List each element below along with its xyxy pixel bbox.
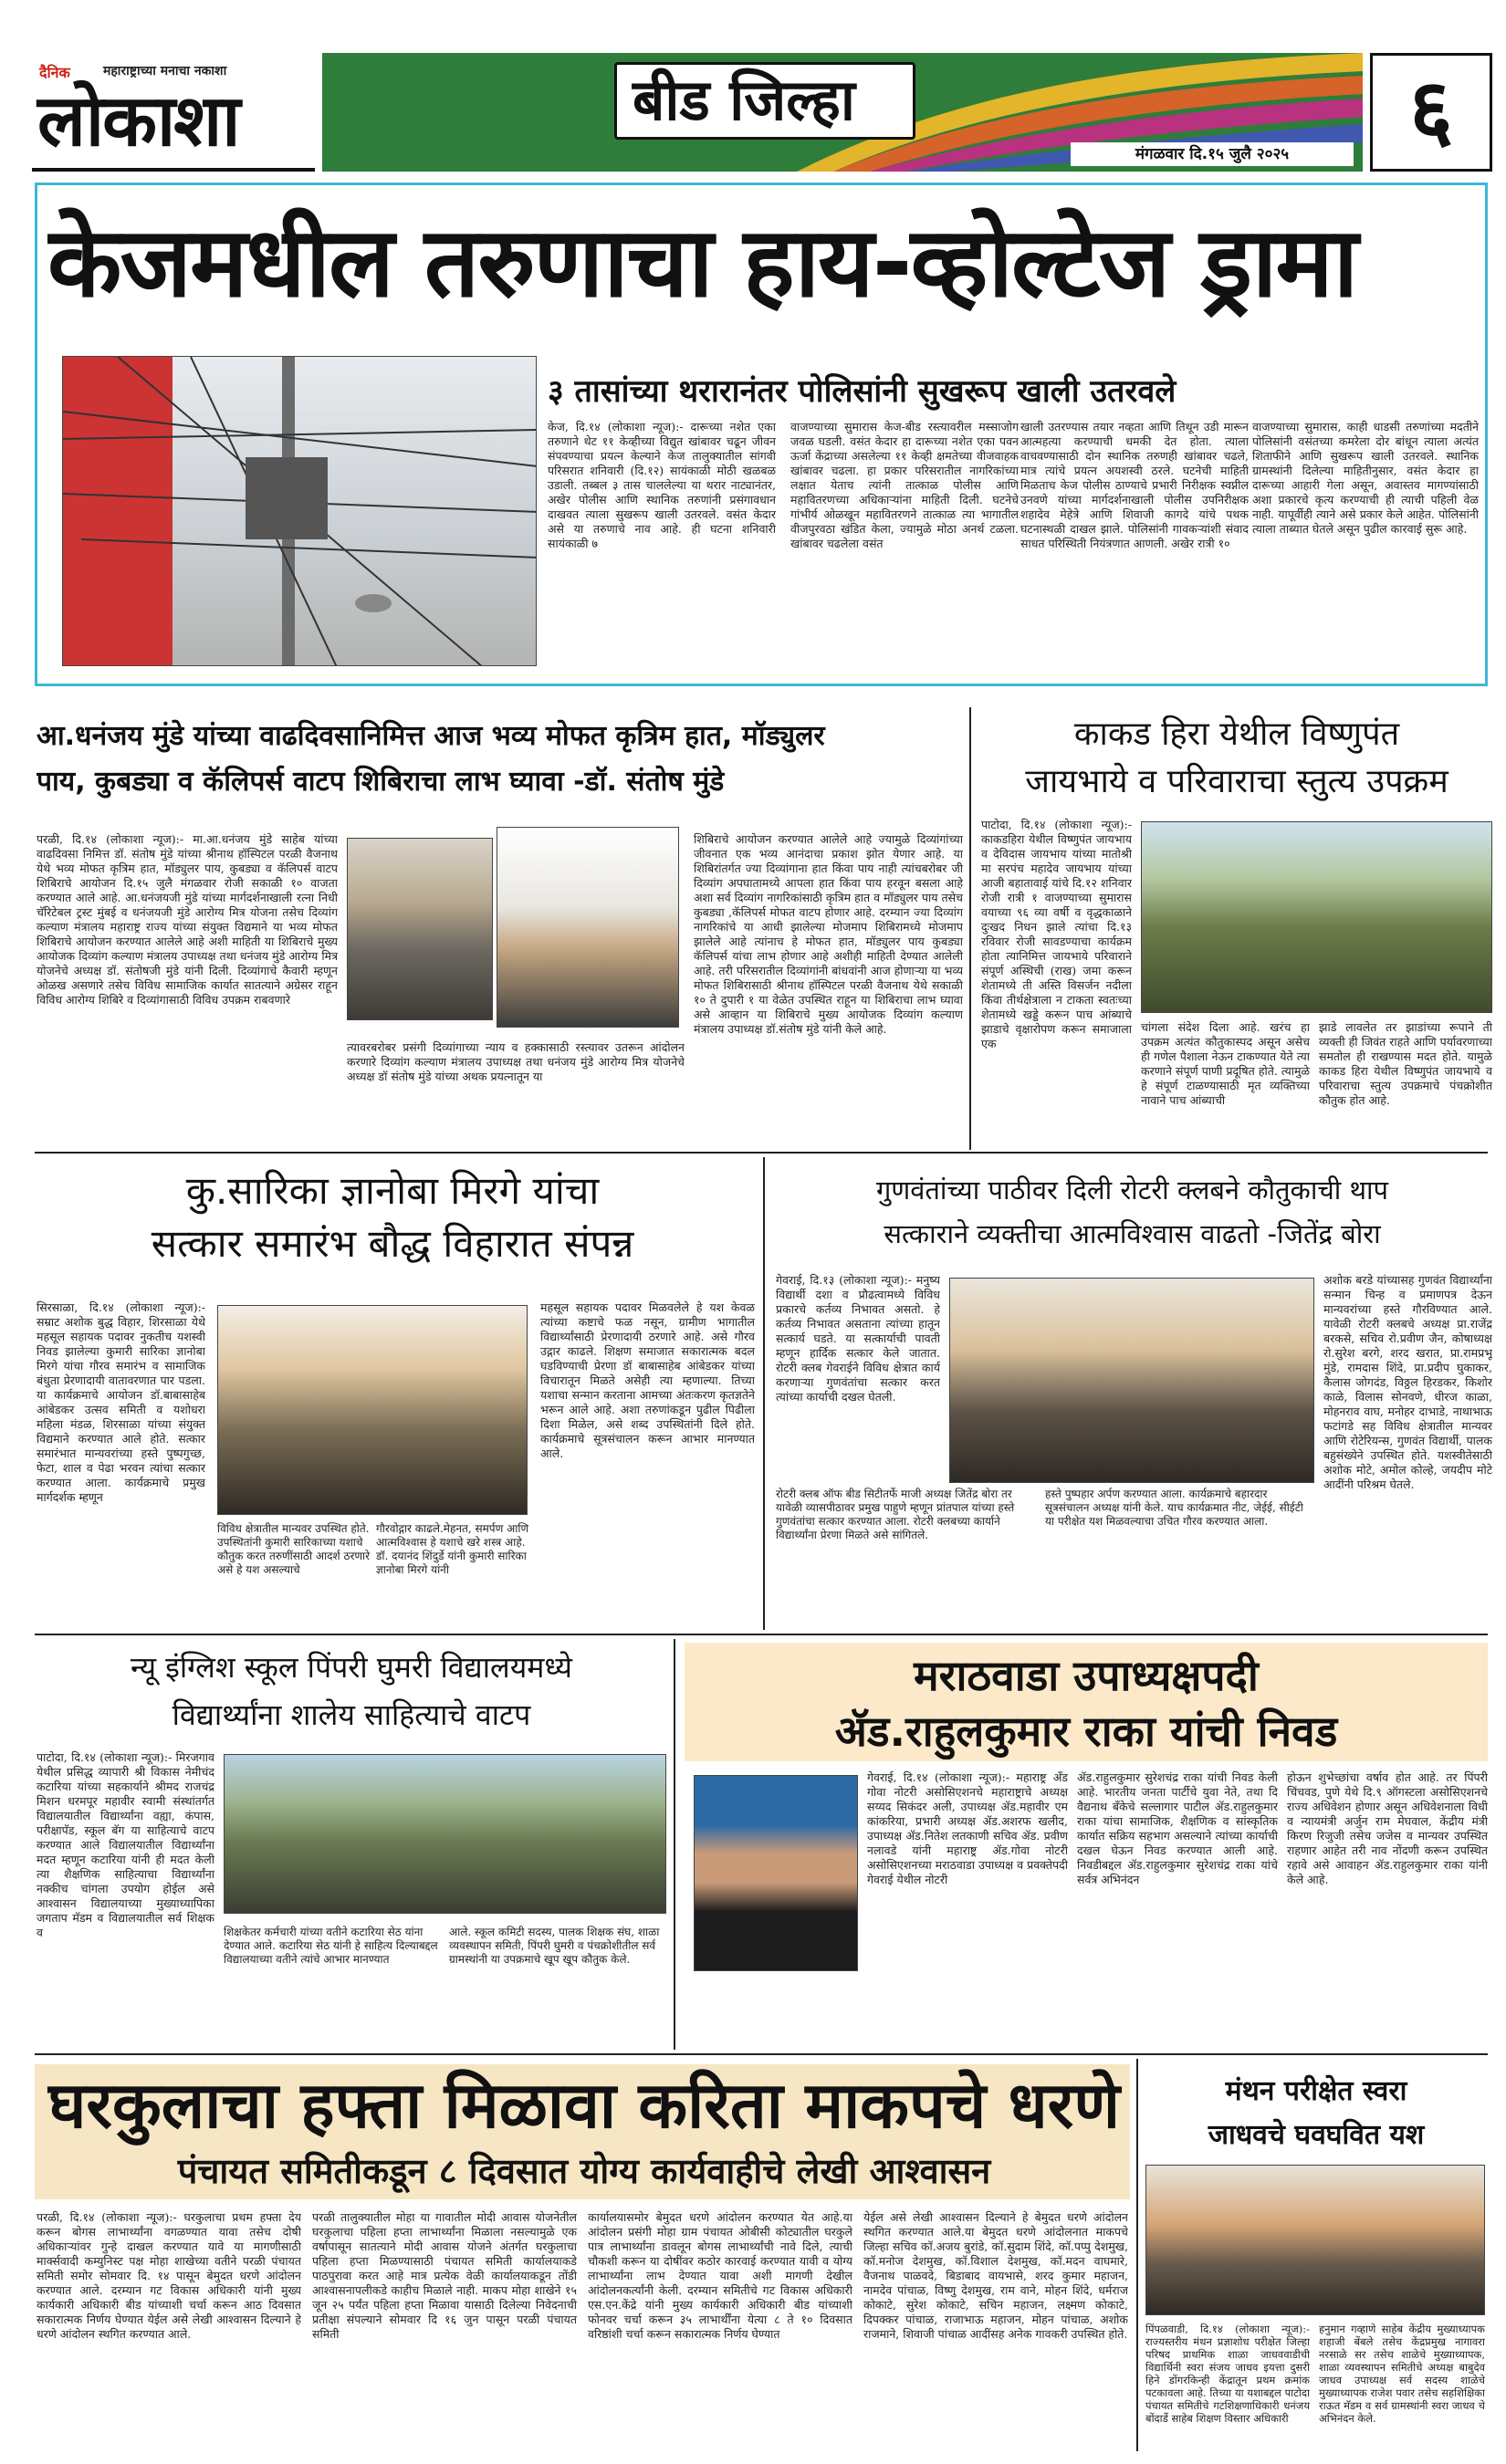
sarika-caption-2: गौरवोद्गार काढले.मेहनत, समर्पण आणि आत्मविश्वास हे यशाचे खरे शस्त्र आहे. डॉ. दयानंद शिंदुर्डे यांनी कुमारी सारिका ज्ञानोबा मिरगे यांनी	[376, 1522, 529, 1576]
gharkul-headline-l1: घरकुलाचा हफ्ता मिळावा करिता माकपचे धरणे	[48, 2068, 1120, 2143]
top-story-col2: वाजण्याच्या सुमारास केज-बीड रस्त्यावरील मस्साजोग जवळ घडली. वसंत केदार हा दारूच्या नशेत एका पवन ऊर्जा केंद्राच्या असलेल्या ११ केव्ही क्षमतेच्या वीजवाहक खांबावर चढला. हा प्रकार परिसरातील नागरिकांच्या लक्षात येताच त्यांनी तात्काळ पोलीस आणि महावितरणच्या अधिकाऱ्यांना माहिती दिली. घटनेचे गांभीर्य ओळखून महावितरणने तात्काळ त्या भागातील वीजपुरवठा खंडित केला, ज्यामुळे मोठा अनर्थ टळला. खांबावर चढलेला वसंत	[790, 420, 1019, 550]
rotary-headline-l2: सत्काराने व्यक्तीचा आत्मविश्वास वाढतो -जितेंद्र बोरा	[884, 1218, 1381, 1249]
gharkul-col2: परळी तालुक्यातील मोहा या गावातील मोदी आवास योजनेतील घरकुलाचा पहिला हप्ता लाभार्थ्यांना मिळाला नसल्यामुळे एक वर्षापासून सातत्याने मोदी आवास योजने अंतर्गत घरकुलाचा पहिला हप्ता मिळण्यासाठी पंचायत समिती कार्यालयाकडे पाठपुरावा करत आहे मात्र प्रत्येक वेळी कार्यालयाकडून तोंडी आश्वासनापलीकडे काहीच मिळाले नाही. माकप मोहा शाखेने १५ जून २५ पर्यंत पहिला हप्ता मिळावा यासाठी दिलेल्या निवेदनाची प्रतीक्षा संपल्याने सोमवार दि १६ जुन पासून परळी पंचायत समिती	[312, 2210, 577, 2341]
raka-col3: होऊन शुभेच्छांचा वर्षाव होत आहे. तर पिंपरी चिंचवड, पुणे येथे दि.९ ऑगस्टला असोसिएशनचे राज्य अधिवेशन होणार असून अधिवेशनाला विधी व न्यायमंत्री अर्जुन राम मेघवाल, केंद्रीय मंत्री किरण रिजुजी तसेच जजेस व मान्यवर उपस्थित राहणार आहेत तरी नाव नोंदणी करून उपस्थित रहावे असे आवाहन ॲड.राहुलकुमार राका यांनी केले आहे.	[1287, 1770, 1488, 1886]
rotary-caption: रोटरी क्लब ऑफ बीड सिटीतर्फे माजी अध्यक्ष जितेंद्र बोरा तर यावेळी व्यासपीठावर प्रमुख पाहुणे म्हणून प्रांतपाल यांच्या हस्ते गुणवंतांचा सत्कार करण्यात आला. रोटरी क्लबच्या कार्याने विद्यार्थ्यांना प्रेरणा मिळते असे सांगितले.	[776, 1488, 1015, 1541]
divider-horizontal-2	[35, 1634, 1488, 1635]
rotary-col1: गेवराई, दि.१३ (लोकाशा न्यूज):- मनुष्य विद्यार्थी दशा व प्रौढत्वामध्ये विविध प्रकारचे कर्तव्य निभावत असतो. हे कर्तव्य निभावत असताना त्यांच्या हातून सत्कार्य घडते. या सत्कार्याची पावती म्हणून हार्दिक सत्कार केले जातात. रोटरी क्लब गेवराईने विविध क्षेत्रात कार्य करणाऱ्या गुणवंतांचा सत्कार करत त्यांच्या कार्याची दखल घेतली.	[776, 1273, 940, 1404]
divider-vertical-1	[969, 707, 971, 1150]
top-story-subhead: ३ तासांच्या थरारानंतर पोलिसांनी सुखरूप खाली उतरवले	[548, 373, 1177, 410]
masthead-band	[322, 53, 1363, 172]
page-number-box	[1370, 53, 1492, 172]
top-story-col4: वाजण्याच्या सुमारास, काही धाडसी तरुणांच्या मदतीने पोलिसांनी वसंतच्या कमरेला दोर बांधून त्याला अत्यंत शिताफीने आणि सुखरूप खाली उतरवले. स्थानिक ग्रामस्थांनी दिलेल्या माहितीनुसार, वसंत केदार हा दारूच्या आहारी गेला असून, अवास्तव मागण्यांसाठी अशा प्रकारचे कृत्य करण्याची ही त्याची पहिली वेळ नाही. यापूर्वीही त्याने असे प्रकार केले आहेत. पोलिसांनी त्याला ताब्यात घेतले असून पुढील कारवाई सुरू आहे.	[1252, 420, 1479, 536]
school-headline-l2: विद्यार्थ्यांना शालेय साहित्याचे वाटप	[172, 1697, 531, 1732]
rotary-col3: अशोक बरडे यांच्यासह गुणवंत विद्यार्थ्यांना सन्मान चिन्ह व प्रमाणपत्र देऊन मान्यवरांच्या हस्ते गौरविण्यात आले. यावेळी रोटरी क्लबचे अध्यक्ष प्रा.राजेंद्र बरकसे, सचिव रो.प्रवीण जैन, कोषाध्यक्ष रो.सुरेश बरगे, शरद खरात, प्रा.रामप्रभू मुंडे, रामदास शिंदे, प्रा.प्रदीप घुकाकर, कैलास जोगदंड, विठ्ठल हिरडकर, किशोर काळे, विलास सोनवणे, धीरज काळा, मोहनराव वाघ, मनोहर दाभाडे, नाथाभाऊ फटांगडे सह विविध क्षेत्रातील मान्यवर आणि रोटेरियन्स, गुणवंत विद्यार्थी, पालक बहुसंख्येने उपस्थित होते. यशस्वीतेसाठी अशोक मोटे, अमोल कोल्हे, जयदीप मोटे आदींनी परिश्रम घेतले.	[1323, 1273, 1492, 1491]
sarika-headline-l2: सत्कार समारंभ बौद्ध विहारात संपन्न	[151, 1221, 634, 1266]
raka-col1: गेवराई, दि.१४ (लोकाशा न्यूज):- महाराष्ट्र अँड गोवा नोटरी असोसिएशनचे महाराष्ट्राचे अध्यक्ष सय्यद सिकंदर अली, उपाध्यक्ष ॲड.महावीर एम कांकरिया, प्रभारी अध्यक्ष ॲड.अशरफ खलीद, उपाध्यक्ष ॲड.नितेश लतकाणी सचिव ॲड. प्रवीण नलावडे यांनी महाराष्ट्र ॲड.गोवा नोटरी असोसिएशनच्या मराठवाडा उपाध्यक्ष व प्रवक्तेपदी गेवराई येथील नोटरी	[867, 1770, 1068, 1886]
divider-vertical-2	[763, 1157, 765, 1630]
sarika-photo	[217, 1305, 528, 1515]
school-caption-2: आले. स्कूल कमिटी सदस्य, पालक शिक्षक संघ, शाळा व्यवस्थापन समिती, पिंपरी घुमरी व पंचक्रोशीतील सर्व ग्रामस्थांनी या उपक्रमाचे खूप खूप कौतुक केले.	[449, 1926, 660, 1966]
top-story-col1: केज, दि.१४ (लोकाशा न्यूज):- दारूच्या नशेत एका तरुणाने थेट ११ केव्हीच्या विद्युत खांबावर चढून जीवन संपवण्याचा प्रयत्न केल्याने केज तालुक्यातील सांगवी परिसरात शनिवारी (दि.१२) सायंकाळी मोठी खळबळ उडाली. तब्बल ३ तास चाललेल्या या थरार नाट्यानंतर, अखेर पोलीस आणि स्थानिक तरुणांनी प्रसंगावधान दाखवत त्याला सुखरूप खाली उतरवले. वसंत केदार असे या तरुणाचे नाव आहे. ही घटना शनिवारी सायंकाळी ७	[548, 420, 776, 550]
raka-col2: ॲड.राहुलकुमार सुरेशचंद्र राका यांची निवड केली आहे. भारतीय जनता पार्टीचे युवा नेते, तथा दि वैद्यनाथ बँकेचे सल्लागार पाटील ॲड.राहुलकुमार राका यांचा सामाजिक, शैक्षणिक व सांस्कृतिक कार्यात सक्रिय सहभाग असल्याने त्यांच्या कार्याची दखल घेऊन निवड करण्यात आली आहे. निवडीबद्दल ॲड.राहुलकुमार सुरेशचंद्र राका यांचे सर्वत्र अभिनंदन	[1077, 1770, 1278, 1886]
kakad-headline-l1: काकड हिरा येथील विष्णुपंत	[1073, 715, 1400, 753]
sarika-col3: महसूल सहायक पदावर मिळवलेले हे यश केवळ त्यांच्या कष्टाचे फळ नसून, ग्रामीण भागातील विद्यार्थ्यांसाठी प्रेरणादायी ठरणारे आहे. असे गौरव उद्गार काढले. शिक्षण समाजात सकारात्मक बदल घडविण्याची प्रेरणा डॉ बाबासाहेब आंबेडकर यांच्या विचारातून मिळते असेही त्या म्हणाल्या. तिच्या यशाचा सन्मान करताना आमच्या अंतःकरण कृतज्ञतेने भरून आले आहे. अशा तरुणांकडून पुढील पिढीला दिशा मिळेल, असे शब्द उपस्थितांनी दिले होते. कार्यक्रमाचे सूत्रसंचालन करून आभार मानण्यात आले.	[540, 1300, 755, 1460]
mundhe-photo-left	[347, 838, 493, 1020]
raka-headline-l1: मराठवाडा उपाध्यक्षपदी	[914, 1651, 1259, 1700]
gharkul-headline-l2: पंचायत समितीकडून ८ दिवसात योग्य कार्यवाहीचे लेखी आश्वासन	[177, 2151, 991, 2191]
mundhe-headline-l2: पाय, कुबड्या व कॅलिपर्स वाटप शिबिराचा लाभ घ्यावा -डॉ. संतोष मुंडे	[37, 766, 725, 798]
divider-horizontal-3	[35, 2053, 1488, 2055]
sarika-col1: सिरसाळा, दि.१४ (लोकाशा न्यूज):- सम्राट अशोक बुद्ध विहार, शिरसाळा येथे महसूल सहायक पदावर नुकतीच यशस्वी निवड झालेल्या कुमारी सारिका ज्ञानोबा मिरगे यांचा गौरव समारंभ व सामाजिक बंधुता प्रेरणादायी वातावरणात पार पडला. या कार्यक्रमाचे आयोजन डॉ.बाबासाहेब आंबेडकर उत्सव समिती व यशोधरा महिला मंडळ, शिरसाळा यांच्या संयुक्त विद्यमाने करण्यात आले होते. सत्कार समारंभात मान्यवरांच्या हस्ते पुष्पगुच्छ, फेटा, शाल व पेढा भरवन त्यांचा सत्कार करण्यात आला. कार्यक्रमाचे प्रमुख मार्गदर्शक म्हणून	[37, 1300, 205, 1504]
raka-headline-l2: ॲड.राहुलकुमार राका यांची निवड	[834, 1707, 1338, 1756]
top-story-col3: खाली उतरण्यास तयार नव्हता आणि तिथून उडी मारून आत्महत्या करण्याची धमकी देत होता. त्याला वाचवण्यासाठी दोन स्थानिक तरुणही खांबावर चढले, मात्र त्यांचे प्रयत्न अयशस्वी ठरले. घटनेची माहिती मिळताच केज पोलीस ठाण्याचे प्रभारी निरीक्षक स्वप्नील उनवणे यांच्या मार्गदर्शनाखाली पोलीस उपनिरीक्षक शहादेव मेहेत्रे आणि शिवाजी कागदे यांचे पथक घटनास्थळी दाखल झाले. पोलिसांनी गावकऱ्यांशी संवाद साधत परिस्थिती नियंत्रणात आणली. अखेर रात्री १०	[1020, 420, 1249, 550]
swara-col2: हनुमान गव्हाणे साहेब केंद्रीय मुख्याध्यापक शहाजी बेंबले तसेच केंद्रप्रमुख नागावरा नरसाळे सर तसेच शाळेचे मुख्याध्यापक, शाळा व्यवस्थापन समितीचे अध्यक्ष बाबुदेव जाधव उपाध्यक्ष सर्व सदस्य शाळेचे मुख्याध्यापक राजेश पवार तसेच सहशिक्षिका राऊत मॅडम व सर्व ग्रामस्थांनी स्वरा जाधव चे अभिनंदन केले.	[1319, 2323, 1485, 2425]
kakad-headline-l2: जायभाये व परिवाराचा स्तुत्य उपक्रम	[1025, 763, 1448, 800]
sarika-caption: विविध क्षेत्रातील मान्यवर उपस्थित होते. उपस्थितांनी कुमारी सारिकाच्या यशाचे कौतुक करत तरुणींसाठी आदर्श ठरणारे असे हे यश असल्याचे	[217, 1522, 371, 1576]
top-story-headline: केजमधील तरुणाचा हाय-व्होल्टेज ड्रामा	[47, 206, 1357, 318]
mundhe-caption: त्यावरबरोबर प्रसंगी दिव्यांगाच्या न्याय व हक्कासाठी रस्त्यावर उतरून आंदोलन करणारे दिव्यांग कल्याण मंत्रालय उपाध्यक्ष तथा धनंजय मुंडे आरोग्य मित्र योजनेचे अध्यक्ष डॉ संतोष मुंडे यांच्या अथक प्रयत्नातून या	[347, 1040, 685, 1083]
top-story-photo	[62, 356, 537, 666]
swara-headline-l1: मंथन परीक्षेत स्वरा	[1225, 2075, 1407, 2107]
kakad-photo	[1141, 821, 1492, 1013]
masthead	[32, 53, 1492, 172]
kakad-col3: झाडे लावलेत तर झाडांच्या रूपाने ती व्यक्ती ही जिवंत राहते आणि पर्यावरणाच्या समतोल ही राखण्यास मदत होते. यामुळे काकड हिरा येथील विष्णुपंत जायभाये व परिवाराचा स्तुत्य उपक्रमाचे पंचक्रोशीत कौतुक होत आहे.	[1319, 1020, 1492, 1107]
masthead-logo: लोकाशा	[37, 80, 239, 162]
raka-photo	[694, 1775, 858, 1971]
rotary-caption-2: हस्ते पुष्पहार अर्पण करण्यात आला. कार्यक्रमाचे बहारदार सूत्रसंचालन अध्यक्ष यांनी केले. याच कार्यक्रमात नीट, जेईई, सीईटी या परीक्षेत यश मिळवल्याचा उचित गौरव करण्यात आला.	[1045, 1488, 1303, 1528]
divider-vertical-3	[674, 1639, 675, 2050]
school-photo	[224, 1754, 666, 1914]
swara-photo	[1145, 2165, 1485, 2315]
mundhe-photo-right	[497, 827, 679, 1028]
rotary-photo	[949, 1278, 1314, 1483]
gharkul-col4: येईल असे लेखी आश्वासन दिल्याने हे बेमुदत धरणे आंदोलन स्थगित करण्यात आले.या बेमुदत धरणे आंदोलनात माकपचे जिल्हा सचिव कॉ.अजय बुरांडे, कॉ.सुदाम शिंदे, कॉ.पप्पु देशमुख, कॉ.मनोज देशमुख, कॉ.विशाल देशमुख, कॉ.मदन वाघमारे, वैजनाथ पाळवदे, बिडाबाद वायभासे, शरद कुमार महाजन, नामदेव पांचाळ, विष्णु देशमुख, राम वाने, मोहन शिंदे, धर्मराज कोकाटे, सुरेश कोकाटे, सचिन महाजन, लक्ष्मण कोकाटे, दिपक्कर पांचाळ, राजाभाऊ महाजन, मोहन पांचाळ, अशोक राजमाने, शिवाजी पांचाळ आदींसह अनेक गावकरी उपस्थित होते.	[863, 2210, 1128, 2341]
gharkul-col1: परळी, दि.१४ (लोकाशा न्यूज):- घरकुलाचा प्रथम हफ्ता देय करून बोगस लाभार्थ्यांना वगळण्यात यावा तसेच दोषी अधिकाऱ्यांवर गुन्हे दाखल करण्यात यावे या मागणीसाठी मार्क्सवादी कम्युनिस्ट पक्ष मोहा शाखेच्या वतीने परळी पंचायत समिती समोर सोमवार दि. १४ पासून बेमुदत धरणे आंदोलन करण्यात आले. दरम्यान गट विकास अधिकारी यांनी मुख्य कार्यकारी अधिकारी बीड यांच्याशी चर्चा करून आठ दिवसात सकारात्मक निर्णय घेण्यात येईल असे लेखी आश्वासन दिल्याने हे धरणे आंदोलन स्थगित करण्यात आले.	[37, 2210, 301, 2341]
gharkul-col3: कार्यालयासमोर बेमुदत धरणे आंदोलन करण्यात येत आहे.या आंदोलन प्रसंगी मोहा ग्राम पंचायत ओबीसी कोट्यातील घरकुले पात्र लाभार्थ्यांना डावलून बोगस लाभार्थ्यांची नावे दिले, त्याची चौकशी करून या दोषींवर कठोर कारवाई करण्यात यावी व योग्य लाभार्थ्यांना लाभ देण्यात यावा अशी मागणी देखील आंदोलनकर्त्यांनी केली. दरम्यान समितीचे गट विकास अधिकारी एस.एन.केंद्रे यांनी मुख्य कार्यकारी अधिकारी बीड यांच्याशी फोनवर चर्चा करून ३५ लाभार्थींना येत्या ८ ते १० दिवसात वरिष्ठांशी चर्चा करून सकारात्मक निर्णय घेण्यात	[588, 2210, 852, 2341]
section-title: बीड जिल्हा	[633, 67, 855, 133]
swara-headline-l2: जाधवचे घवघवित यश	[1208, 2119, 1425, 2151]
masthead-logo-box	[32, 53, 315, 172]
page-number: ६	[1409, 61, 1453, 159]
masthead-slogan: महाराष्ट्राच्या मनाचा नकाशा	[103, 64, 227, 78]
mundhe-headline-l1: आ.धनंजय मुंडे यांच्या वाढदिवसानिमित्त आज भव्य मोफत कृत्रिम हात, मॉड्युलर	[37, 720, 825, 752]
kakad-col2: चांगला संदेश दिला आहे. खरंच हा उपक्रम अत्यंत कौतुकास्पद असून असेच ही गणेल पैशाला नेऊन टाकण्यात येते त्या करणाने संपूर्ण पाणी प्रदूषित होते. त्यामुळे हे संपूर्ण टाळण्यासाठी मृत व्यक्तिच्या नावाने पाच आंब्याची	[1141, 1020, 1310, 1107]
masthead-tag-small: दैनिक	[39, 64, 70, 81]
divider-horizontal-1	[35, 1152, 1488, 1154]
date-line: मंगळवार दि.१५ जुलै २०२५	[1071, 142, 1354, 166]
rotary-headline-l1: गुणवंतांच्या पाठीवर दिली रोटरी क्लबने कौतुकाची थाप	[875, 1175, 1388, 1206]
divider-vertical-4	[1136, 2059, 1138, 2451]
kakad-col1: पाटोदा, दि.१४ (लोकाशा न्यूज):- काकडहिरा येथील विष्णुपंत जायभाय व देविदास जायभाय यांच्या मातोश्री मा सरपंच महादेव जायभाय यांच्या आजी बहातावाई यांचे दि.१२ शनिवार रोजी रात्री १ वाजण्याच्या सुमारास वयाच्या ९६ व्या वर्षी व वृद्धकाळाने दुःखद निधन झाले त्यांचा दि.१३ रविवार रोजी सावडण्याचा कार्यक्रम होता त्यानिमित्त जायभाये परिवाराने संपूर्ण अस्थिची (राख) जमा करून शेतामध्ये ती अस्ति विसर्जन नदीला किंवा तीर्थक्षेत्राला न टाकता स्वतःच्या शेतामध्ये खड्डे करून पाच आंब्याचे झाडाचे वृक्षारोपण करून समाजाला एक	[981, 818, 1132, 1050]
school-col1: पाटोदा, दि.१४ (लोकाशा न्यूज):- मिरजगाव येथील प्रसिद्ध व्यापारी श्री विकास नेमीचंद कटारिया यांच्या सहकार्याने श्रीमद राजचंद्र मिशन धरमपूर महावीर स्वामी संस्थांतर्गत विद्यालयातील विद्यार्थ्यांना वह्या, कंपास, परीक्षापॅड, स्कूल बॅग या साहित्याचे वाटप करण्यात आले विद्यालयातील विद्यार्थ्यांना मदत म्हणून कटारिया यांनी ही मदत केली त्या शैक्षणिक साहित्याचा विद्यार्थ्यांना नक्कीच चांगला उपयोग होईल असे आश्वासन विद्यालयाच्या मुख्याध्यापिका जगताप मॅडम व विद्यालयातील सर्व शिक्षक व	[37, 1750, 214, 1939]
school-caption: शिक्षकेतर कर्मचारी यांच्या वतीने कटारिया सेठ यांना देण्यात आले. कटारिया सेठ यांनी हे साहित्य दिल्याबद्दल विद्यालयाच्या वतीने त्यांचे आभार मानण्यात	[224, 1926, 438, 1966]
mundhe-col3: शिबिराचे आयोजन करण्यात आलेले आहे ज्यामुळे दिव्यांगांच्या जीवनात एक भव्य आनंदाचा प्रकाश झोत येणार आहे. या शिबिरांतर्गत ज्या दिव्यांगाना हात किंवा पाय नाही त्यांचबरोबर जी दिव्यांग अपघातामध्ये आपला हात किंवा पाय हरवून बसला आहे अशा सर्व दिव्यांग नागरिकांसाठी कृत्रिम हात व मॉड्युलर पाय तसेच कुबड्या ,कॅलिपर्स मोफत वाटप होणार आहे. दरम्यान ज्या दिव्यांग नागरिकांचे या आधी झालेल्या मोजमाप शिबिरामध्ये मोजमाप झालेले आहे त्यांनाच हे मोफत हात, मॉड्युलर पाय कुबड्या कॅलिपर्स यांचा लाभ होणार आहे अशीही माहिती देण्यात आलेली आहे. तरी परिसरातील दिव्यांगांनी बांधवांनी आज होणाऱ्या या भव्य मोफत शिबिरासाठी श्रीनाथ हॉस्पिटल परळी वैजनाथ येथे सकाळी १० ते दुपारी १ या वेळेत उपस्थित राहून या शिबिराचा लाभ घ्यावा असे आव्हान या शिबिराचे मुख्य आयोजक दिव्यांग कल्याण मंत्रालय उपाध्यक्ष डॉ.संतोष मुंडे यांनी केले आहे.	[694, 832, 963, 1036]
mundhe-col1: परळी, दि.१४ (लोकाशा न्यूज):- मा.आ.धनंजय मुंडे साहेब यांच्या वाढदिवसा निमित्त डॉ. संतोष मुंडे यांच्या श्रीनाथ हॉस्पिटल परळी वैजनाथ येथे भव्य मोफत कृत्रिम हात, मॉड्युलर पाय, कुबड्या व कॅलिपर्स वाटप शिबिराचे आयोजन दि.१५ जुलै मंगळवार रोजी सकाळी १० वाजता करण्यात आले आहे. आ.धनंजयजी मुंडे यांच्या मार्गदर्शनाखाली रत्ना निधी चॅरिटेबल ट्रस्ट मुंबई व धनंजयजी मुंडे आरोग्य मित्र योजना तसेच दिव्यांग कल्याण मंत्रालय महाराष्ट्र राज्य यांच्या संयुक्त विद्यमाने या भव्य मोफत शिबिराचे आयोजन करण्यात आलेले आहे अशी माहिती या शिबिराचे मुख्य आयोजक दिव्यांग कल्याण मंत्रालय उपाध्यक्ष तथा धनंजय मुंडे आरोग्य मित्र योजनेचे अध्यक्ष डॉ. संतोषजी मुंडे यांनी दिली. दिव्यांगाचे कैवारी म्हणून ओळख असणारे तसेच विविध सामाजिक कार्यात सातत्याने अग्रेसर राहून विविध आरोग्य शिबिरे व दिव्यांगासाठी विविध उपक्रम राबवणारे	[37, 832, 338, 1007]
swara-col1: पिंपळवाडी, दि.१४ (लोकाशा न्यूज):- राज्यस्तरीय मंथन प्रज्ञाशोध परीक्षेत जिल्हा परिषद प्राथमिक शाळा जाधववाडीची विद्यार्थिनी स्वरा संजय जाधव इयत्ता दुसरी हिने डोंगरकिन्ही केंद्रातून प्रथम क्रमांक पटकावला आहे. तिच्या या यशाबद्दल पाटोदा पंचायत समितीचे गटशिक्षणाधिकारी धनंजय बोंदार्डे साहेब शिक्षण विस्तार अधिकारी	[1145, 2323, 1310, 2425]
sarika-headline-l1: कु.सारिका ज्ञानोबा मिरगे यांचा	[185, 1168, 600, 1213]
power-lines-illustration	[63, 357, 537, 666]
school-headline-l1: न्यू इंग्लिश स्कूल पिंपरी घुमरी विद्यालयमध्ये	[131, 1650, 572, 1685]
